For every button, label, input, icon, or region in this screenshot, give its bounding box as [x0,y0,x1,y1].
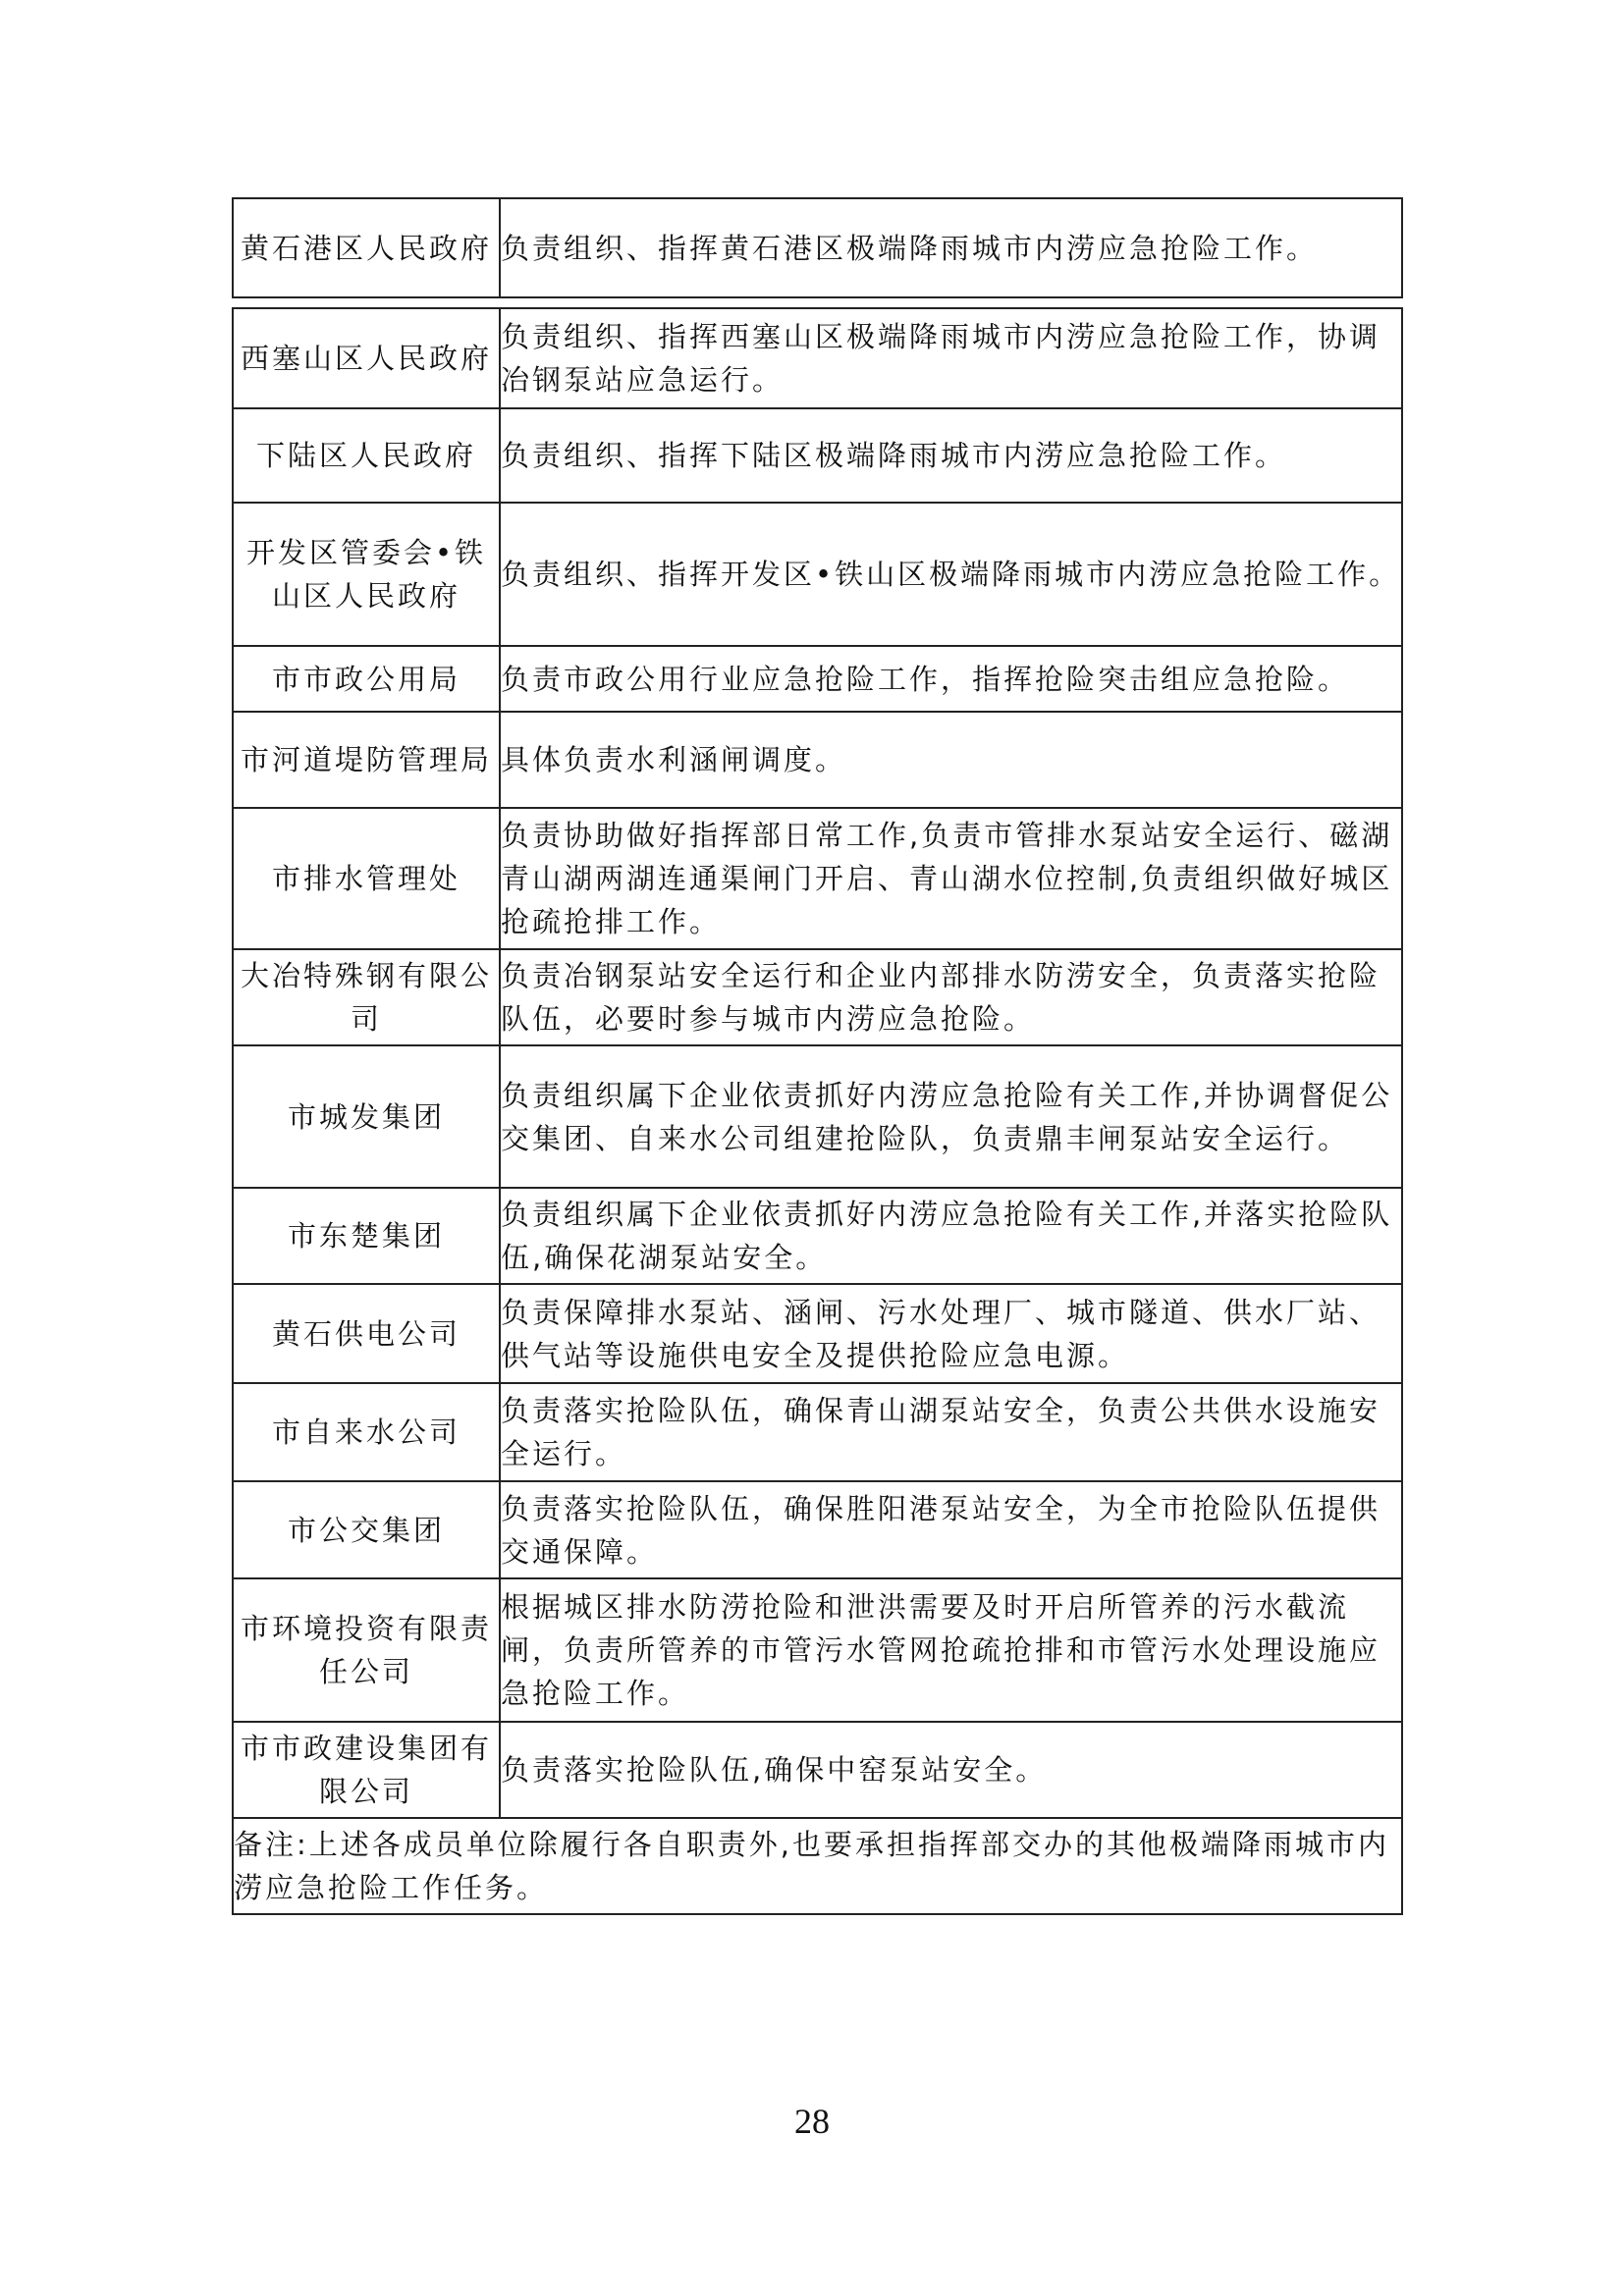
duty-description-cell: 根据城区排水防涝抢险和泄洪需要及时开启所管养的污水截流闸，负责所管养的市管污水管网抢疏抢排和市管污水处理设施应急抢险工作。 [500,1578,1402,1722]
duty-table-continued [232,197,1403,298]
duty-table [232,307,1403,1915]
unit-name-cell: 下陆区人民政府 [233,408,500,503]
duty-description-cell: 负责组织属下企业依责抓好内涝应急抢险有关工作,并协调督促公交集团、自来水公司组建抢险队，负责鼎丰闸泵站安全运行。 [500,1045,1402,1188]
duty-description-cell: 负责组织属下企业依责抓好内涝应急抢险有关工作,并落实抢险队伍,确保花湖泵站安全。 [500,1188,1402,1284]
page-number: 28 [794,2102,830,2141]
unit-name-cell: 开发区管委会•铁山区人民政府 [233,503,500,646]
unit-name-cell: 市东楚集团 [233,1188,500,1284]
unit-name-cell: 大冶特殊钢有限公司 [233,949,500,1045]
duty-description-cell: 负责组织、指挥西塞山区极端降雨城市内涝应急抢险工作，协调冶钢泵站应急运行。 [500,308,1402,408]
table-row [233,503,1402,646]
duty-description-cell: 负责组织、指挥黄石港区极端降雨城市内涝应急抢险工作。 [500,198,1402,297]
table-note: 备注:上述各成员单位除履行各自职责外,也要承担指挥部交办的其他极端降雨城市内涝应急抢险工作任务。 [233,1818,1402,1914]
duty-description-cell: 负责组织、指挥下陆区极端降雨城市内涝应急抢险工作。 [500,408,1402,503]
table-row [233,1045,1402,1188]
unit-name-cell: 市市政公用局 [233,646,500,712]
duty-description-cell: 负责保障排水泵站、涵闸、污水处理厂、城市隧道、供水厂站、供气站等设施供电安全及提供抢险应急电源。 [500,1284,1402,1383]
table-row [233,646,1402,712]
unit-name-cell: 市市政建设集团有限公司 [233,1722,500,1818]
duty-description-cell: 负责落实抢险队伍，确保胜阳港泵站安全，为全市抢险队伍提供交通保障。 [500,1481,1402,1578]
unit-name-cell: 市公交集团 [233,1481,500,1578]
unit-name-cell: 黄石港区人民政府 [233,198,500,297]
table-row [233,1578,1402,1722]
table-row [233,949,1402,1045]
duty-description-cell: 负责落实抢险队伍,确保中窑泵站安全。 [500,1722,1402,1818]
table-row [233,1481,1402,1578]
duty-description-cell: 负责组织、指挥开发区•铁山区极端降雨城市内涝应急抢险工作。 [500,503,1402,646]
duty-description-cell: 负责落实抢险队伍，确保青山湖泵站安全，负责公共供水设施安全运行。 [500,1383,1402,1481]
unit-name-cell: 市城发集团 [233,1045,500,1188]
table-note-row [233,1818,1402,1914]
unit-name-cell: 黄石供电公司 [233,1284,500,1383]
table-row [233,1284,1402,1383]
duty-description-cell: 负责冶钢泵站安全运行和企业内部排水防涝安全，负责落实抢险队伍，必要时参与城市内涝应急抢险。 [500,949,1402,1045]
unit-name-cell: 市环境投资有限责任公司 [233,1578,500,1722]
table-row [233,308,1402,408]
table-row [233,1722,1402,1818]
table-row [233,712,1402,808]
duty-description-cell: 具体负责水利涵闸调度。 [500,712,1402,808]
table-row [233,408,1402,503]
unit-name-cell: 市河道堤防管理局 [233,712,500,808]
table-row [233,198,1402,297]
unit-name-cell: 市排水管理处 [233,808,500,949]
table-row [233,1188,1402,1284]
table-row [233,1383,1402,1481]
duty-description-cell: 负责市政公用行业应急抢险工作，指挥抢险突击组应急抢险。 [500,646,1402,712]
unit-name-cell: 市自来水公司 [233,1383,500,1481]
unit-name-cell: 西塞山区人民政府 [233,308,500,408]
table-row [233,808,1402,949]
duty-description-cell: 负责协助做好指挥部日常工作,负责市管排水泵站安全运行、磁湖青山湖两湖连通渠闸门开启、青山湖水位控制,负责组织做好城区抢疏抢排工作。 [500,808,1402,949]
